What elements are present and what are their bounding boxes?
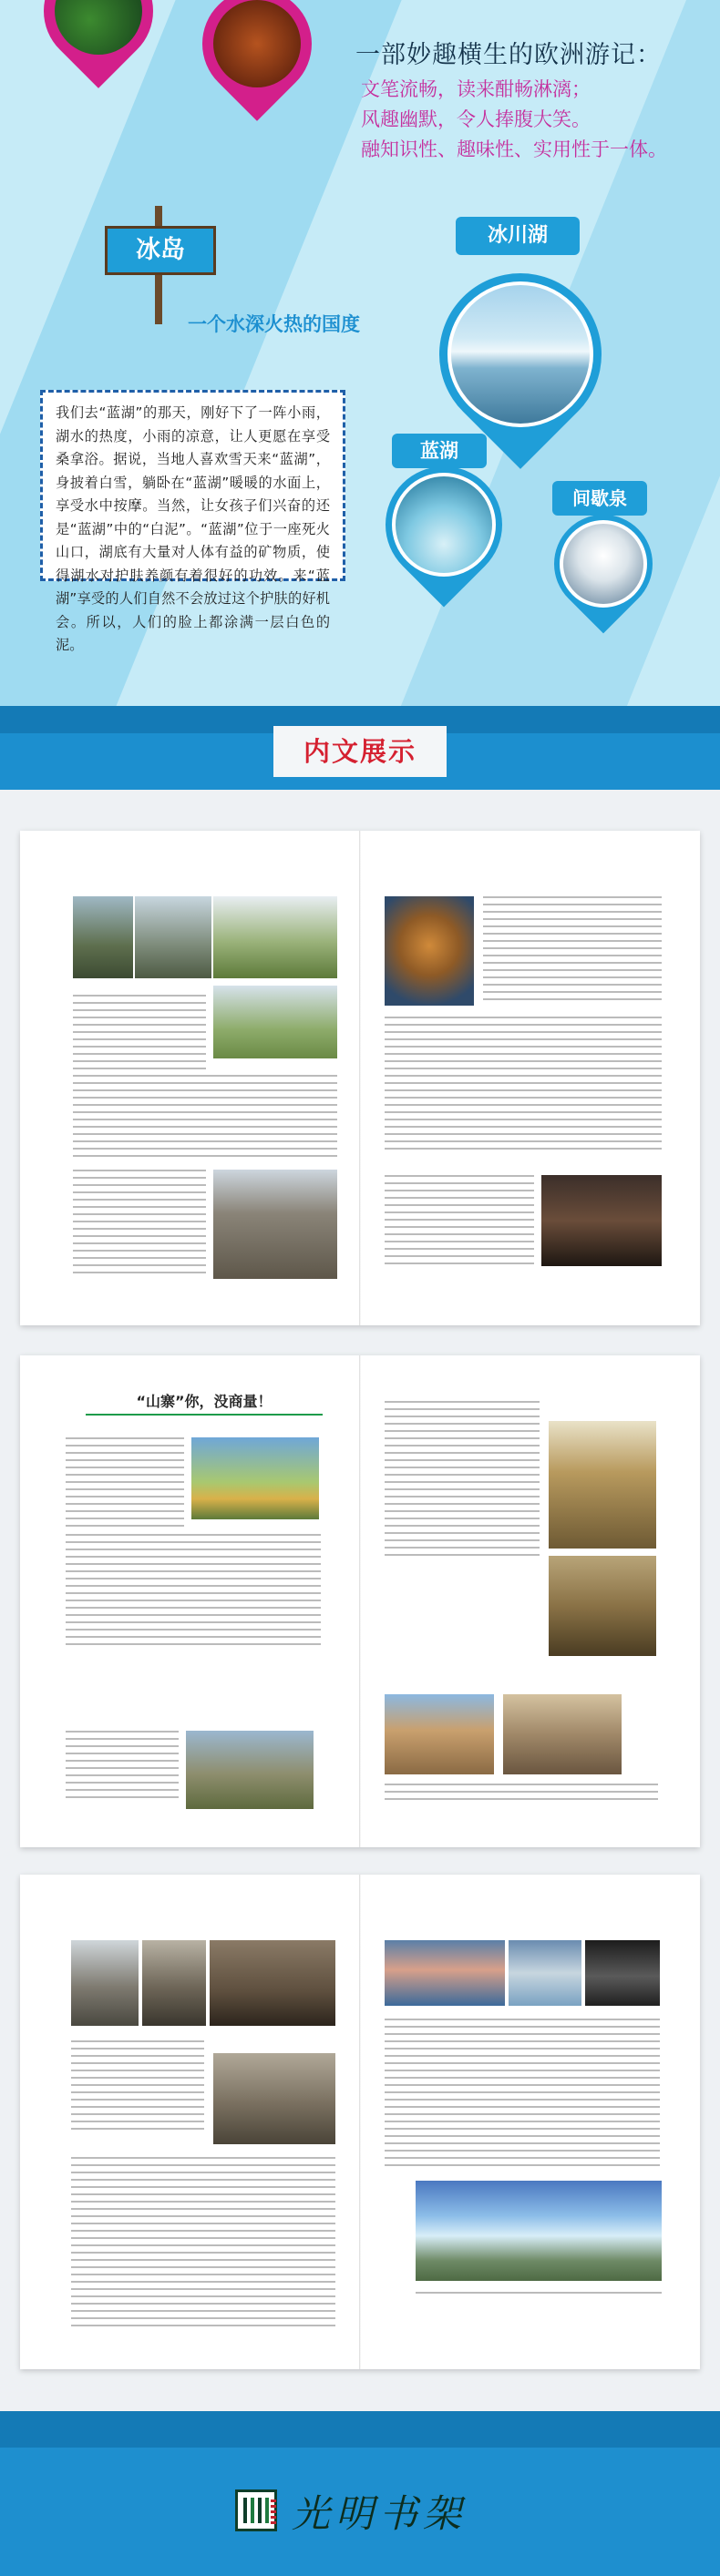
brand-logo-icon	[235, 2489, 277, 2531]
page-photo	[213, 2053, 335, 2144]
page-photo	[385, 896, 474, 1006]
page-text-block	[385, 1401, 540, 1561]
logo-bars	[243, 2498, 269, 2523]
page-text-block	[385, 1017, 662, 1155]
logo-seal	[271, 2499, 276, 2527]
page-text-block	[73, 1075, 337, 1162]
page-photo	[509, 1940, 581, 2006]
promo-subtitle: 一个水深火热的国度	[188, 313, 360, 335]
page-photo	[213, 1170, 337, 1279]
page-photo	[549, 1556, 656, 1656]
pin-photo	[213, 0, 301, 87]
page-fold	[359, 831, 361, 1325]
page-text-block	[71, 2040, 204, 2135]
geyser-label: 间歇泉	[552, 481, 647, 516]
page-text-block	[73, 995, 206, 1075]
page-text-block	[385, 1784, 658, 1805]
page-photo	[191, 1437, 319, 1519]
footer-banner	[0, 2411, 720, 2576]
page-photo	[186, 1731, 314, 1809]
page-text-block	[71, 2157, 335, 2332]
page-text-block	[483, 896, 662, 1006]
page-photo	[585, 1940, 660, 2006]
page-text-block	[385, 2019, 660, 2172]
country-sign-label: 冰岛	[136, 236, 185, 264]
story-excerpt-box	[40, 390, 345, 653]
section-ribbon	[0, 706, 720, 790]
page-photo	[73, 896, 133, 978]
page-photo	[503, 1694, 622, 1774]
book-spread-2	[20, 1355, 700, 1847]
section-title: 内文展示	[303, 736, 417, 767]
book-spread-1	[20, 831, 700, 1325]
page-photo	[135, 896, 211, 978]
blue-lagoon-label: 蓝湖	[392, 434, 487, 468]
page-fold	[359, 1355, 361, 1847]
promo-taglines	[361, 75, 667, 165]
tagline: 文笔流畅，读来酣畅淋漓；	[361, 78, 591, 100]
title-underline	[86, 1414, 323, 1416]
page-photo	[549, 1421, 656, 1549]
page-text-block	[416, 2292, 662, 2299]
tagline: 风趣幽默，令人捧腹大笑。	[361, 108, 591, 130]
page-photo	[416, 2181, 662, 2281]
book-spread-3	[20, 1875, 700, 2369]
page-text-block	[385, 1175, 534, 1270]
promo-banner	[0, 0, 720, 706]
country-sign	[105, 226, 216, 275]
page-text-block	[73, 1170, 206, 1279]
promo-headline: 一部妙趣横生的欧洲游记：	[355, 41, 662, 69]
page-photo	[213, 986, 337, 1058]
brand-name: 光明书架	[292, 2491, 468, 2536]
spread-section-title: “山寨”你，没商量！	[136, 1393, 273, 1410]
page-text-block	[66, 1437, 184, 1532]
geyser-photo	[560, 520, 647, 608]
page-photo	[385, 1694, 494, 1774]
page-photo	[210, 1940, 335, 2026]
page-photo	[213, 896, 337, 978]
page-photo	[71, 1940, 139, 2026]
page-text-block	[66, 1731, 179, 1804]
blue-lagoon-photo	[392, 473, 496, 577]
page-photo	[541, 1175, 662, 1266]
pin-photo	[55, 0, 142, 55]
footer-band	[0, 2411, 720, 2448]
glacier-lake-label: 冰川湖	[456, 217, 580, 255]
tagline: 融知识性、趣味性、实用性于一体。	[361, 138, 667, 160]
page-text-block	[66, 1534, 321, 1651]
glacier-lake-photo	[447, 281, 593, 427]
page-photo	[385, 1940, 505, 2006]
section-title-box	[273, 726, 447, 777]
story-excerpt-text: 我们去“蓝湖”的那天，刚好下了一阵小雨，湖水的热度，小雨的凉意，让人更愿在享受桑拿浴。据说，当地人喜欢雪天来“蓝湖”，身披着白雪，躺卧在“蓝湖”暖暖的水面上，享受水中按摩。当然，让女孩子们兴奋的还是“蓝湖”中的“白泥”。“蓝湖”位于一座死火山口，湖底有大量对人体有益的矿物质，使得湖水对护肤养颜有着很好的功效。来“蓝湖”享受的人们自然不会放过这个护肤的好机会。所以，人们的脸上都涂满一层白色的泥。	[56, 404, 330, 653]
page-photo	[142, 1940, 206, 2026]
page-fold	[359, 1875, 361, 2369]
